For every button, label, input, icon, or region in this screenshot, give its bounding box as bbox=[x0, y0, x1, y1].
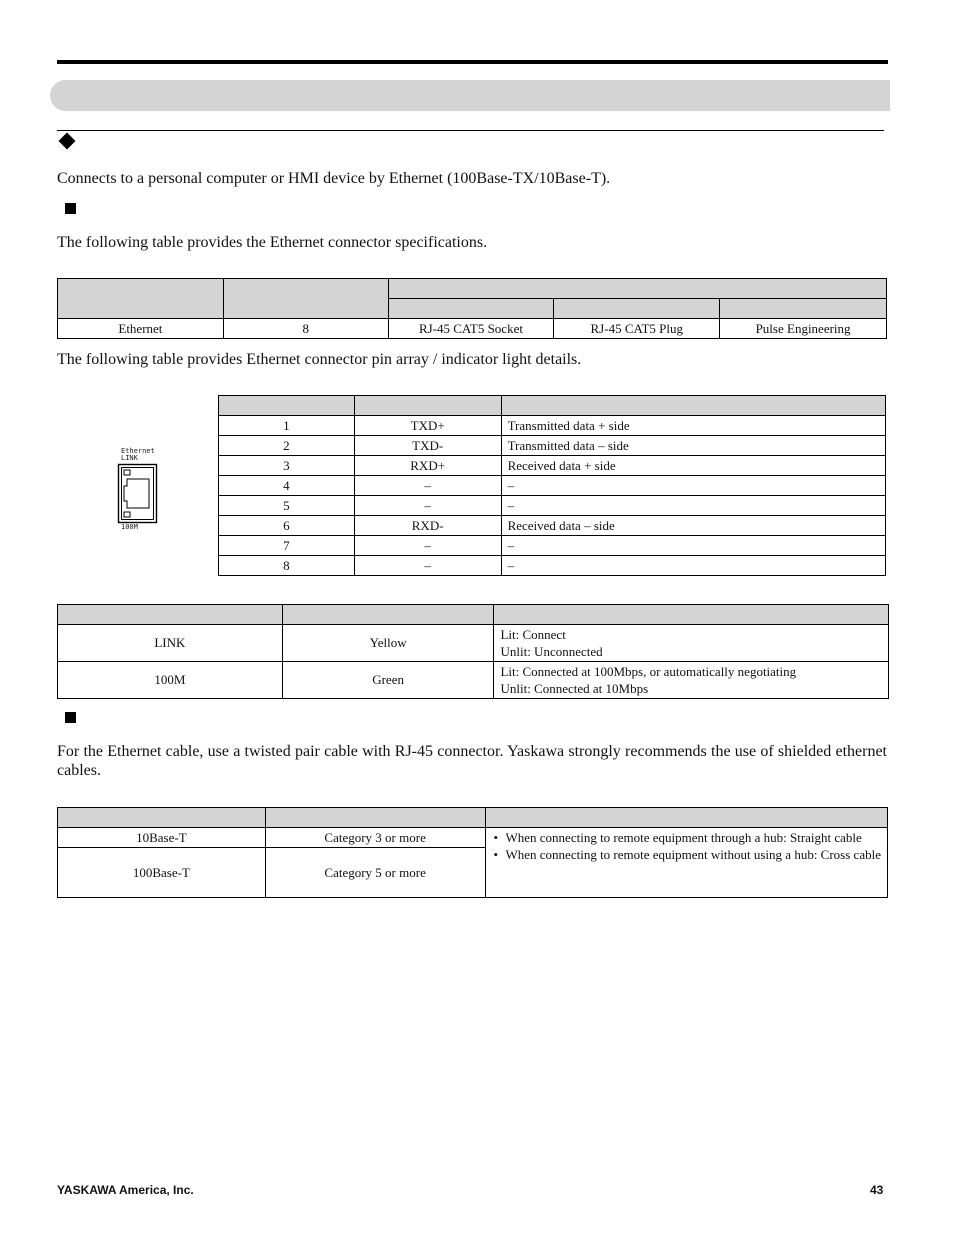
cable-table bbox=[57, 807, 888, 898]
cable-type: 10Base-T bbox=[58, 828, 266, 848]
pin-number: 3 bbox=[219, 456, 355, 476]
led-header-cell bbox=[58, 605, 283, 625]
pin-description: Received data – side bbox=[501, 516, 885, 536]
led-name: 100M bbox=[58, 662, 283, 699]
cable-notes bbox=[485, 828, 888, 898]
connector-spec-table bbox=[57, 278, 887, 339]
led-color: Green bbox=[282, 662, 494, 699]
rj45-port-icon bbox=[117, 463, 161, 525]
square-bullet-icon bbox=[65, 203, 76, 214]
table-row bbox=[219, 456, 886, 476]
pin-intro-paragraph: The following table provides Ethernet connector pin array / indicator light details. bbox=[57, 351, 582, 368]
table-cell: RJ-45 CAT5 Socket bbox=[388, 319, 554, 339]
top-rule bbox=[57, 60, 888, 64]
led-name: LINK bbox=[58, 625, 283, 662]
cable-intro-paragraph: For the Ethernet cable, use a twisted pair cable with RJ-45 connector. Yaskawa strongly recommends the use of shielded ethernet cables. bbox=[57, 743, 887, 779]
led-status-line: Lit: Connect bbox=[500, 627, 566, 642]
pin-array-table bbox=[218, 395, 886, 576]
pin-signal: TXD+ bbox=[354, 416, 501, 436]
pin-number: 8 bbox=[219, 556, 355, 576]
connector-label-link: LINK bbox=[121, 454, 138, 462]
led-header-cell bbox=[494, 605, 889, 625]
table-row bbox=[58, 625, 889, 662]
table-row bbox=[219, 496, 886, 516]
pin-signal: RXD- bbox=[354, 516, 501, 536]
led-status-line: Unlit: Connected at 10Mbps bbox=[500, 681, 649, 696]
ethernet-connector-illustration bbox=[117, 447, 167, 532]
table-row bbox=[219, 416, 886, 436]
table-row bbox=[219, 556, 886, 576]
pin-signal: – bbox=[354, 496, 501, 516]
table-cell: 8 bbox=[223, 319, 388, 339]
pin-number: 6 bbox=[219, 516, 355, 536]
footer-company: YASKAWA America, Inc. bbox=[57, 1183, 194, 1197]
table-row bbox=[219, 536, 886, 556]
pin-header-cell bbox=[354, 396, 501, 416]
pin-description: Transmitted data – side bbox=[501, 436, 885, 456]
connector-label-ethernet: Ethernet bbox=[121, 447, 155, 455]
indicator-light-table bbox=[57, 604, 889, 699]
led-status bbox=[494, 662, 889, 699]
pin-description: – bbox=[501, 476, 885, 496]
cable-category: Category 5 or more bbox=[265, 848, 485, 898]
subsection-rule bbox=[57, 130, 884, 131]
cable-header-cell bbox=[485, 808, 888, 828]
table-cell: Ethernet bbox=[58, 319, 224, 339]
pin-header-cell bbox=[501, 396, 885, 416]
cable-type: 100Base-T bbox=[58, 848, 266, 898]
spec-header-cell bbox=[388, 279, 886, 299]
cable-category: Category 3 or more bbox=[265, 828, 485, 848]
cable-note: • When connecting to remote equipment through a hub: Straight cable bbox=[492, 829, 882, 846]
cable-header-cell bbox=[58, 808, 266, 828]
pin-number: 7 bbox=[219, 536, 355, 556]
spec-header-cell bbox=[720, 299, 887, 319]
square-bullet-icon bbox=[65, 712, 76, 723]
pin-description: – bbox=[501, 496, 885, 516]
spec-intro-paragraph: The following table provides the Ethernet connector specifications. bbox=[57, 234, 488, 251]
pin-signal: – bbox=[354, 556, 501, 576]
pin-description: – bbox=[501, 556, 885, 576]
led-header-cell bbox=[282, 605, 494, 625]
spec-header-cell bbox=[58, 279, 224, 319]
table-row bbox=[219, 476, 886, 496]
pin-number: 2 bbox=[219, 436, 355, 456]
table-row bbox=[219, 436, 886, 456]
table-row bbox=[58, 828, 888, 848]
table-cell: Pulse Engineering bbox=[720, 319, 887, 339]
pin-header-cell bbox=[219, 396, 355, 416]
pin-description: Received data + side bbox=[501, 456, 885, 476]
led-color: Yellow bbox=[282, 625, 494, 662]
pin-number: 4 bbox=[219, 476, 355, 496]
diamond-bullet-icon bbox=[59, 133, 76, 150]
pin-signal: TXD- bbox=[354, 436, 501, 456]
cable-header-cell bbox=[265, 808, 485, 828]
spec-header-cell bbox=[554, 299, 720, 319]
intro-paragraph: Connects to a personal computer or HMI device by Ethernet (100Base-TX/10Base-T). bbox=[57, 170, 611, 187]
section-header-band bbox=[50, 80, 890, 111]
spec-header-cell bbox=[223, 279, 388, 319]
table-row bbox=[58, 319, 887, 339]
pin-signal: – bbox=[354, 536, 501, 556]
connector-label-100m: 100M bbox=[121, 523, 138, 531]
spec-header-cell bbox=[388, 299, 554, 319]
table-row bbox=[219, 516, 886, 536]
cable-note: • When connecting to remote equipment without using a hub: Cross cable bbox=[492, 846, 882, 863]
pin-signal: – bbox=[354, 476, 501, 496]
led-status bbox=[494, 625, 889, 662]
pin-description: Transmitted data + side bbox=[501, 416, 885, 436]
led-status-line: Unlit: Unconnected bbox=[500, 644, 603, 659]
pin-number: 5 bbox=[219, 496, 355, 516]
table-cell: RJ-45 CAT5 Plug bbox=[554, 319, 720, 339]
pin-signal: RXD+ bbox=[354, 456, 501, 476]
footer-page-number: 43 bbox=[870, 1183, 884, 1197]
pin-number: 1 bbox=[219, 416, 355, 436]
led-status-line: Lit: Connected at 100Mbps, or automatically negotiating bbox=[500, 664, 797, 679]
pin-description: – bbox=[501, 536, 885, 556]
table-row bbox=[58, 662, 889, 699]
